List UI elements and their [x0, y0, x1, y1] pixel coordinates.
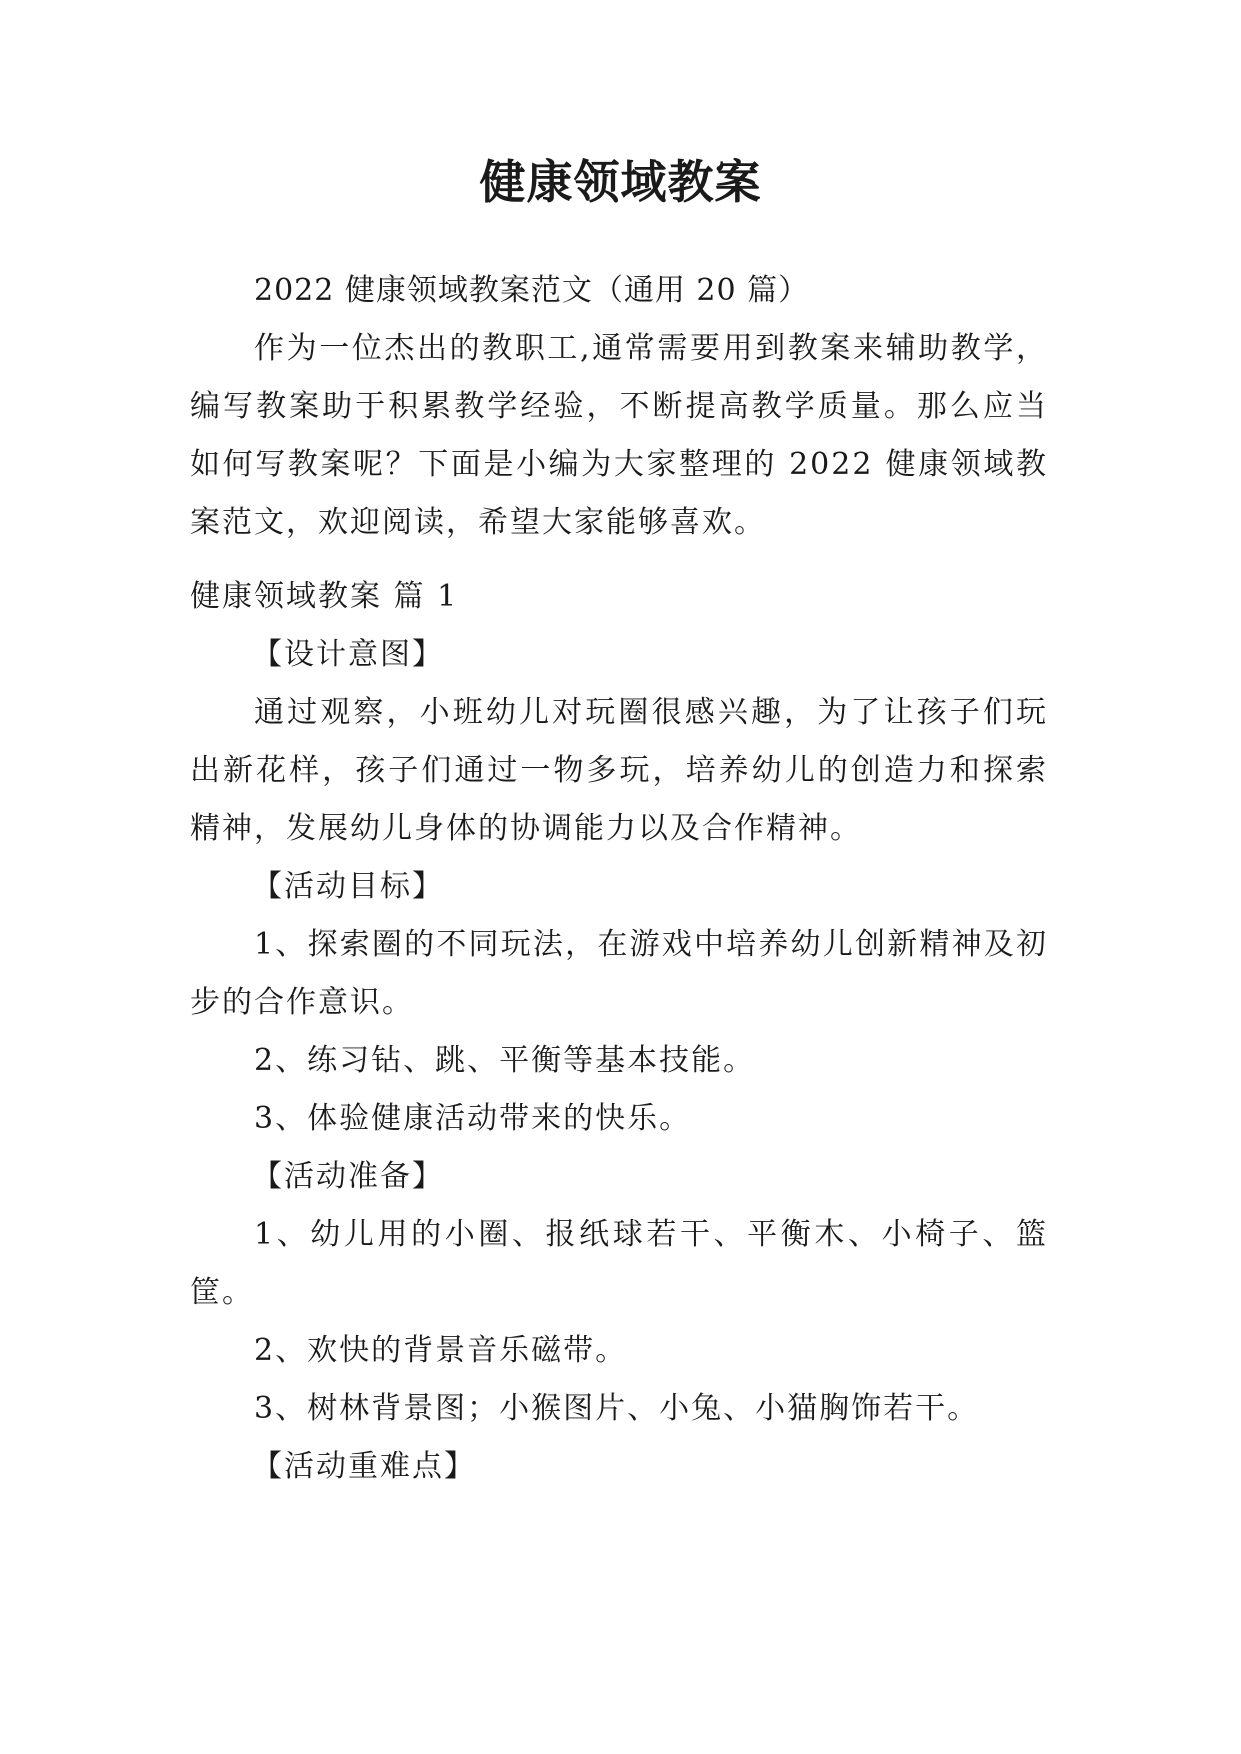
prep-item: 1、幼儿用的小圈、报纸球若干、平衡木、小椅子、篮筐。 [190, 1217, 1048, 1310]
goal-item: 3、体验健康活动带来的快乐。 [254, 1101, 692, 1136]
design-intent-heading: 【设计意图】 [252, 637, 444, 672]
document-subtitle: 2022 健康领域教案范文（通用 20 篇） [254, 273, 810, 308]
intro-paragraph: 作为一位杰出的教职工,通常需要用到教案来辅助教学，编写教案助于积累教学经验，不断提高教学质量。那么应当如何写教案呢？下面是小编为大家整理的 2022 健康领域教案范文，欢迎阅读，希望大家能够喜欢。 [190, 331, 1048, 540]
section-1 [190, 568, 1048, 1496]
key-points-heading: 【活动重难点】 [252, 1449, 476, 1484]
goals-heading: 【活动目标】 [252, 869, 444, 904]
intro-block [190, 262, 1048, 552]
goal-item: 2、练习钻、跳、平衡等基本技能。 [254, 1043, 756, 1078]
prep-item: 3、树林背景图；小猴图片、小兔、小猫胸饰若干。 [254, 1391, 980, 1426]
document-title: 健康领域教案 [479, 155, 762, 209]
design-intent-paragraph: 通过观察，小班幼儿对玩圈很感兴趣，为了让孩子们玩出新花样，孩子们通过一物多玩，培养幼儿的创造力和探索精神，发展幼儿身体的协调能力以及合作精神。 [190, 695, 1048, 846]
prep-heading: 【活动准备】 [252, 1159, 444, 1194]
prep-item: 2、欢快的背景音乐磁带。 [254, 1333, 628, 1368]
goal-item: 1、探索圈的不同玩法，在游戏中培养幼儿创新精神及初步的合作意识。 [190, 927, 1048, 1020]
section-heading: 健康领域教案 篇 1 [190, 579, 459, 614]
